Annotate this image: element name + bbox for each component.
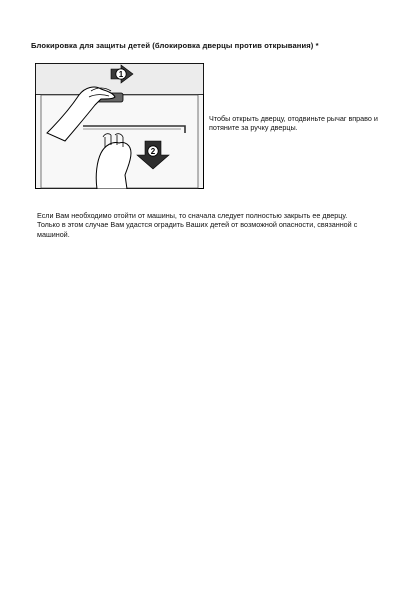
door-lock-illustration [35, 63, 204, 189]
step-1-label: 1 [118, 70, 124, 79]
figure-caption: Чтобы открыть дверцу, отодвиньте рычаг вправо и потяните за ручку дверцы. [209, 114, 378, 132]
door-lock-drawing [35, 63, 204, 189]
section-heading: Блокировка для защиты детей (блокировка дверцы против открывания) * [31, 41, 319, 50]
safety-paragraph: Если Вам необходимо отойти от машины, то сначала следует полностью закрыть ее дверцу. Только в этом случае Вам удастся оградить Ваших детей от возможной опасности, связанной с машиной. [37, 211, 358, 239]
step-2-label: 2 [150, 147, 156, 156]
